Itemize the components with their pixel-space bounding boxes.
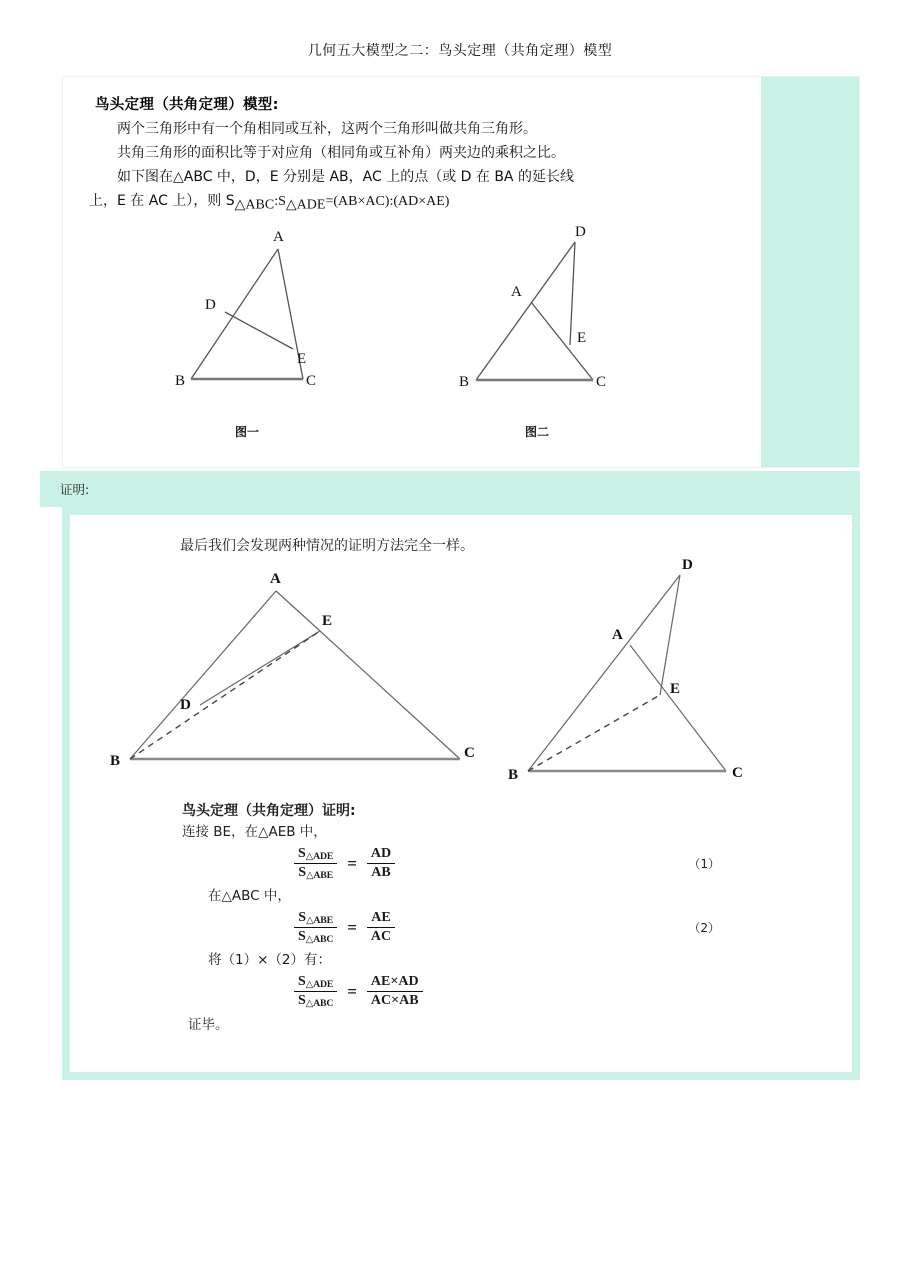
eq3-equals-sign: = (347, 981, 357, 1001)
equation-2 (182, 910, 742, 946)
figure-two-label-A: A (511, 284, 522, 300)
equation-3 (182, 974, 742, 1010)
model-paragraph-1: 两个三角形中有一个角相同或互补，这两个三角形叫做共角三角形。 (117, 121, 537, 137)
proof-left-label-A: A (270, 571, 281, 587)
equation-1-left-fraction (294, 846, 337, 882)
figure-two (453, 222, 633, 417)
proof-line-qed: 证毕。 (188, 1017, 229, 1034)
proof-left-label-C: C (464, 745, 475, 761)
figure-one (173, 227, 353, 417)
eq1-rhs-den: AB (367, 863, 394, 881)
statement-prefix: 上，E 在 AC 上），则 S (89, 193, 235, 209)
eq2-rhs-num: AE (371, 910, 391, 926)
proof-section-white-area (70, 515, 852, 1072)
equation-1-tag: （1） (688, 857, 720, 872)
figure-one-label-E: E (297, 351, 307, 367)
figure-one-label-B: B (175, 373, 186, 389)
proof-right-label-B: B (508, 767, 519, 783)
eq1-equals-sign: = (347, 853, 357, 873)
statement-suffix: =(AB×AC):(AD×AE) (325, 194, 450, 209)
proof-figure-left (98, 563, 488, 788)
dashed-segment-be-right (528, 695, 660, 771)
figure-one-caption: 图一 (235, 425, 260, 439)
figure-one-label-C: C (306, 373, 317, 389)
eq1-num: S△ADE (298, 846, 334, 863)
figure-two-label-E: E (577, 330, 587, 346)
equation-3-right-fraction (367, 974, 423, 1009)
proof-text-block (182, 800, 742, 1035)
figure-two-label-C: C (596, 374, 607, 390)
proof-right-label-E: E (670, 681, 681, 697)
proof-band-label: 证明: (60, 482, 90, 497)
proof-section-box (62, 507, 860, 1080)
model-heading: 鸟头定理（共角定理）模型: (95, 97, 279, 113)
eq2-equals-sign: = (347, 917, 357, 937)
eq2-rhs-den: AC (367, 927, 395, 945)
model-section-box (62, 76, 860, 468)
eq3-rhs-num: AE×AD (370, 973, 419, 989)
eq3-rhs-den: AC×AB (367, 991, 423, 1009)
equation-2-left-fraction (294, 910, 337, 946)
model-statement-line-2 (89, 189, 749, 218)
figure-two-svg (453, 222, 633, 417)
proof-left-label-E: E (322, 613, 333, 629)
equation-2-right-fraction (367, 910, 395, 945)
proof-left-label-D: D (180, 697, 191, 713)
figure-two-label-D: D (575, 224, 586, 240)
page-title: 几何五大模型之二：鸟头定理（共角定理）模型 (307, 43, 613, 59)
proof-line-connect: 连接 BE，在△AEB 中， (182, 824, 327, 840)
equation-1 (182, 846, 742, 882)
proof-band (40, 471, 860, 507)
statement-mid: :S (274, 194, 286, 209)
figure-two-caption: 图二 (525, 425, 550, 439)
proof-line-in-abc: 在△ABC 中， (208, 887, 291, 904)
eq2-num: S△ABE (298, 909, 333, 926)
figure-one-svg (173, 227, 353, 417)
model-paragraph-2: 共角三角形的面积比等于对应角（相同角或互补角）两夹边的乘积之比。 (117, 145, 565, 161)
eq1-den: S△ABE (294, 863, 337, 881)
proof-right-label-A: A (612, 627, 623, 643)
equation-1-right-fraction (367, 846, 395, 881)
proof-line-multiply: 将（1）×（2）有： (208, 951, 331, 968)
proof-right-label-D: D (682, 557, 693, 573)
model-section-white-area (63, 77, 761, 467)
eq2-den: S△ABC (294, 927, 337, 945)
eq3-num: S△ADE (298, 973, 334, 990)
proof-heading: 鸟头定理（共角定理）证明: (182, 803, 356, 819)
proof-right-label-C: C (732, 765, 743, 781)
eq1-rhs-num: AD (370, 846, 392, 862)
model-body-text (89, 117, 749, 218)
figure-one-label-D: D (205, 297, 216, 313)
statement-sub-abc: △ABC (234, 197, 275, 213)
proof-left-label-B: B (110, 753, 121, 769)
model-statement-line-1: 如下图在△ABC 中，D，E 分别是 AB，AC 上的点（或 D 在 BA 的延长线 (117, 169, 574, 185)
statement-sub-ade: △ADE (285, 197, 326, 213)
equation-3-left-fraction (294, 974, 337, 1010)
proof-figure-right-svg (498, 553, 768, 793)
proof-figure-left-svg (98, 563, 488, 788)
equation-2-tag: （2） (688, 921, 720, 936)
figure-two-label-B: B (459, 374, 470, 390)
proof-figure-right (498, 553, 768, 793)
figure-one-label-A: A (273, 229, 284, 245)
eq3-den: S△ABC (294, 991, 337, 1009)
proof-lead-text: 最后我们会发现两种情况的证明方法完全一样。 (180, 538, 474, 554)
